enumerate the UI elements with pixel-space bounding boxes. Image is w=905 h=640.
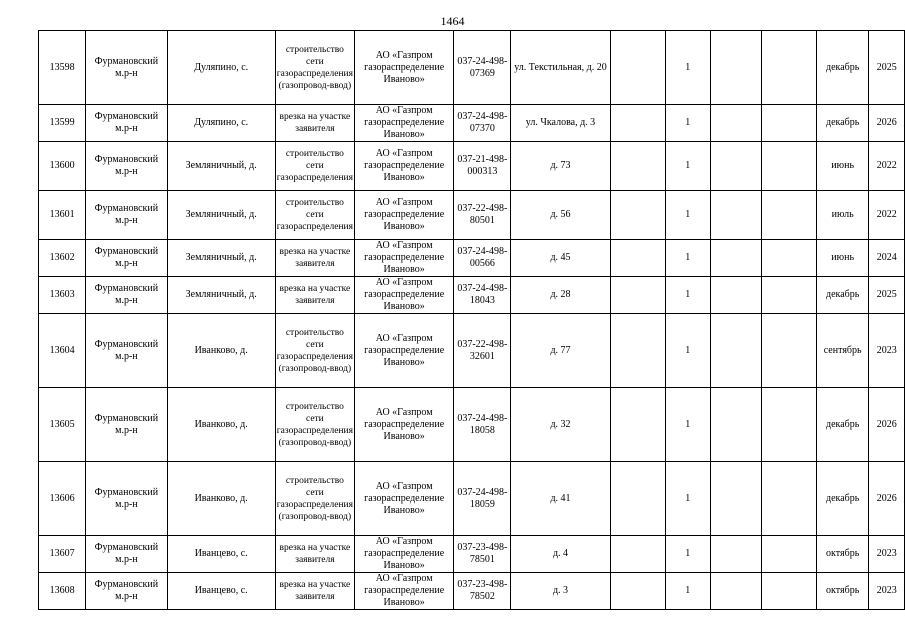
cell-empty [610,573,665,610]
cell-month: декабрь [816,31,869,105]
cell-year: 2022 [869,142,905,191]
table-row [39,462,905,536]
cell-empty [762,142,817,191]
cell-request-code: 037-24-498-07369 [454,31,511,105]
cell-month: октябрь [816,536,869,573]
cell-empty [762,462,817,536]
cell-id: 13601 [39,191,86,240]
cell-year: 2022 [869,191,905,240]
cell-empty [610,31,665,105]
cell-month: сентябрь [816,314,869,388]
cell-month: июнь [816,240,869,277]
cell-request-code: 037-22-498-80501 [454,191,511,240]
cell-id: 13602 [39,240,86,277]
cell-request-code: 037-24-498-07370 [454,105,511,142]
cell-id: 13605 [39,388,86,462]
cell-request-code: 037-24-498-00566 [454,240,511,277]
cell-locality: Иванково, д. [167,388,275,462]
cell-address: д. 77 [511,314,610,388]
table-row [39,573,905,610]
cell-address: д. 56 [511,191,610,240]
cell-work-type: врезка на участке заявителя [275,536,354,573]
cell-year: 2023 [869,314,905,388]
cell-locality: Дуляпино, с. [167,105,275,142]
cell-id: 13599 [39,105,86,142]
cell-district: Фурмановский м.р-н [86,277,167,314]
cell-month: декабрь [816,388,869,462]
cell-organization: АО «Газпром газораспределение Иваново» [354,573,453,610]
cell-work-type: врезка на участке заявителя [275,573,354,610]
cell-month: июнь [816,142,869,191]
cell-address: д. 32 [511,388,610,462]
cell-empty [711,573,762,610]
cell-locality: Иванцево, с. [167,573,275,610]
cell-empty [711,536,762,573]
cell-organization: АО «Газпром газораспределение Иваново» [354,536,453,573]
cell-quantity: 1 [665,277,710,314]
cell-empty [610,277,665,314]
cell-address: д. 41 [511,462,610,536]
cell-organization: АО «Газпром газораспределение Иваново» [354,105,453,142]
cell-quantity: 1 [665,314,710,388]
cell-empty [711,105,762,142]
table-row [39,191,905,240]
cell-locality: Дуляпино, с. [167,31,275,105]
cell-quantity: 1 [665,388,710,462]
cell-empty [762,191,817,240]
cell-quantity: 1 [665,142,710,191]
cell-empty [762,536,817,573]
cell-district: Фурмановский м.р-н [86,105,167,142]
cell-district: Фурмановский м.р-н [86,536,167,573]
cell-empty [711,142,762,191]
cell-locality: Земляничный, д. [167,142,275,191]
cell-request-code: 037-24-498-18043 [454,277,511,314]
cell-organization: АО «Газпром газораспределение Иваново» [354,142,453,191]
cell-address: д. 45 [511,240,610,277]
cell-month: октябрь [816,573,869,610]
table-row [39,314,905,388]
cell-year: 2023 [869,573,905,610]
cell-year: 2026 [869,462,905,536]
cell-work-type: врезка на участке заявителя [275,277,354,314]
cell-empty [711,240,762,277]
cell-month: декабрь [816,105,869,142]
table-row [39,31,905,105]
cell-locality: Иванцево, с. [167,536,275,573]
cell-request-code: 037-22-498-32601 [454,314,511,388]
cell-request-code: 037-24-498-18059 [454,462,511,536]
cell-organization: АО «Газпром газораспределение Иваново» [354,191,453,240]
cell-work-type: врезка на участке заявителя [275,105,354,142]
cell-year: 2025 [869,277,905,314]
cell-id: 13606 [39,462,86,536]
cell-organization: АО «Газпром газораспределение Иваново» [354,277,453,314]
cell-empty [610,240,665,277]
cell-quantity: 1 [665,462,710,536]
page-number: 1464 [440,14,465,28]
cell-request-code: 037-23-498-78501 [454,536,511,573]
cell-empty [610,388,665,462]
cell-organization: АО «Газпром газораспределение Иваново» [354,31,453,105]
cell-empty [711,277,762,314]
cell-address: д. 73 [511,142,610,191]
cell-organization: АО «Газпром газораспределение Иваново» [354,388,453,462]
cell-quantity: 1 [665,573,710,610]
cell-empty [711,191,762,240]
cell-empty [711,388,762,462]
cell-organization: АО «Газпром газораспределение Иваново» [354,314,453,388]
cell-empty [711,462,762,536]
cell-id: 13603 [39,277,86,314]
cell-empty [610,105,665,142]
cell-empty [610,536,665,573]
cell-work-type: строительство сети газораспределения (газопровод-ввод) [275,31,354,105]
cell-month: декабрь [816,462,869,536]
cell-month: июль [816,191,869,240]
cell-work-type: строительство сети газораспределения (газопровод-ввод) [275,462,354,536]
cell-locality: Земляничный, д. [167,277,275,314]
cell-work-type: строительство сети газораспределения [275,142,354,191]
cell-district: Фурмановский м.р-н [86,31,167,105]
cell-year: 2026 [869,105,905,142]
cell-quantity: 1 [665,191,710,240]
table-row [39,388,905,462]
cell-empty [610,462,665,536]
cell-district: Фурмановский м.р-н [86,191,167,240]
cell-work-type: врезка на участке заявителя [275,240,354,277]
cell-empty [762,105,817,142]
cell-empty [610,191,665,240]
cell-quantity: 1 [665,105,710,142]
cell-request-code: 037-21-498-000313 [454,142,511,191]
cell-request-code: 037-24-498-18058 [454,388,511,462]
cell-address: ул. Чкалова, д. 3 [511,105,610,142]
cell-district: Фурмановский м.р-н [86,388,167,462]
cell-quantity: 1 [665,31,710,105]
cell-year: 2024 [869,240,905,277]
cell-year: 2026 [869,388,905,462]
cell-month: декабрь [816,277,869,314]
cell-id: 13607 [39,536,86,573]
cell-year: 2023 [869,536,905,573]
cell-quantity: 1 [665,536,710,573]
cell-id: 13598 [39,31,86,105]
cell-locality: Иванково, д. [167,314,275,388]
cell-id: 13608 [39,573,86,610]
cell-address: д. 28 [511,277,610,314]
cell-id: 13600 [39,142,86,191]
table-row [39,105,905,142]
cell-district: Фурмановский м.р-н [86,462,167,536]
cell-work-type: строительство сети газораспределения (газопровод-ввод) [275,388,354,462]
cell-empty [610,314,665,388]
registry-table [38,30,905,610]
cell-id: 13604 [39,314,86,388]
cell-empty [762,388,817,462]
cell-empty [762,31,817,105]
cell-address: ул. Текстильная, д. 20 [511,31,610,105]
cell-empty [762,240,817,277]
cell-address: д. 4 [511,536,610,573]
cell-locality: Земляничный, д. [167,240,275,277]
cell-empty [762,314,817,388]
cell-district: Фурмановский м.р-н [86,573,167,610]
cell-request-code: 037-23-498-78502 [454,573,511,610]
table-row [39,142,905,191]
cell-district: Фурмановский м.р-н [86,240,167,277]
cell-empty [711,314,762,388]
table-row [39,277,905,314]
cell-empty [610,142,665,191]
cell-work-type: строительство сети газораспределения [275,191,354,240]
cell-district: Фурмановский м.р-н [86,314,167,388]
cell-empty [762,277,817,314]
cell-locality: Земляничный, д. [167,191,275,240]
cell-locality: Иванково, д. [167,462,275,536]
cell-organization: АО «Газпром газораспределение Иваново» [354,462,453,536]
cell-year: 2025 [869,31,905,105]
cell-empty [762,573,817,610]
cell-address: д. 3 [511,573,610,610]
table-row [39,536,905,573]
cell-organization: АО «Газпром газораспределение Иваново» [354,240,453,277]
cell-district: Фурмановский м.р-н [86,142,167,191]
cell-work-type: строительство сети газораспределения (газопровод-ввод) [275,314,354,388]
cell-empty [711,31,762,105]
cell-quantity: 1 [665,240,710,277]
table-row [39,240,905,277]
